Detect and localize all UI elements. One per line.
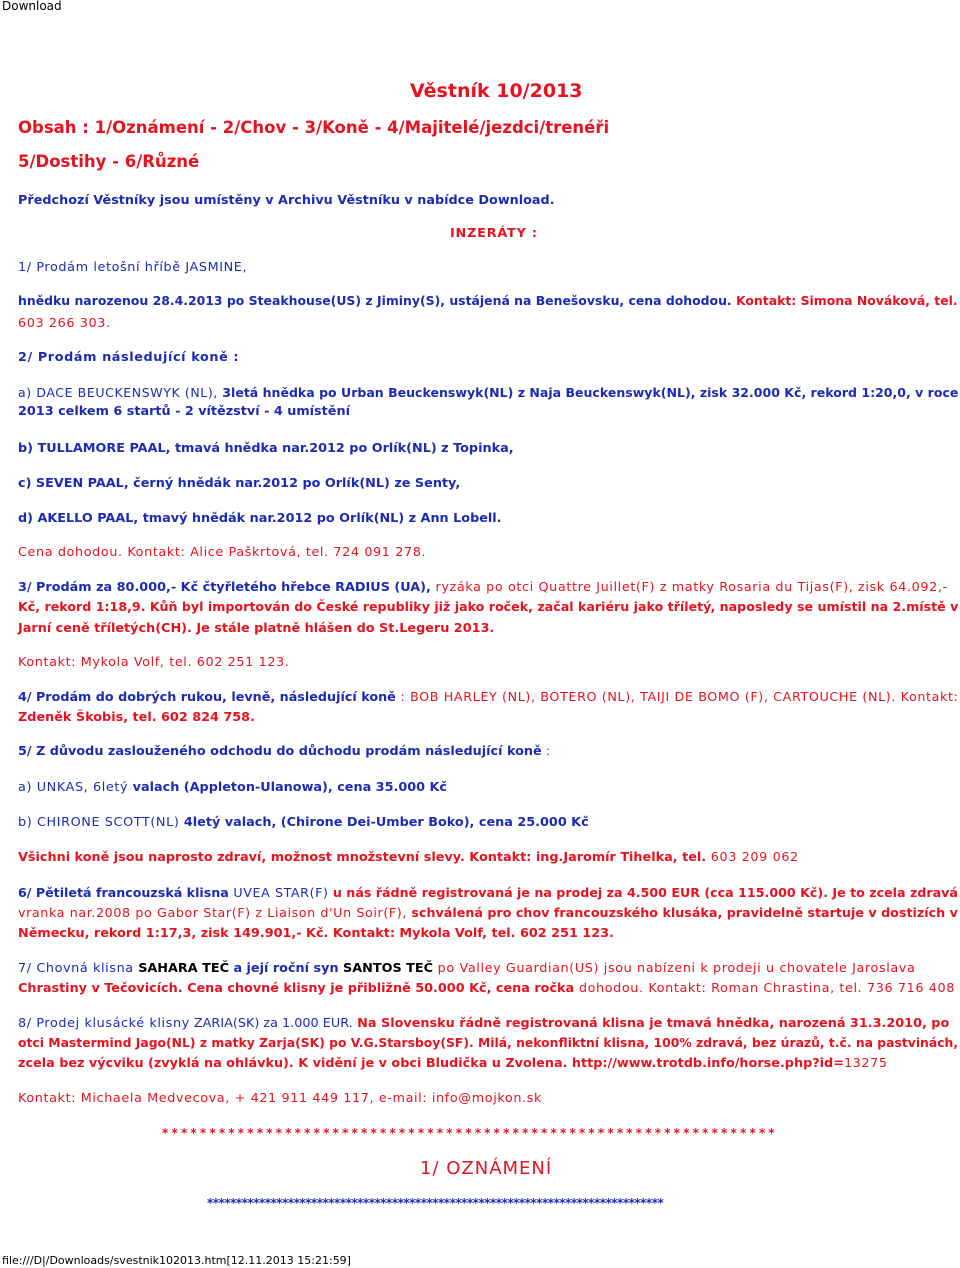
ad2-contact: Cena dohodou. Kontakt: Alice Paškrtová, tel. 724 091 278. — [18, 545, 427, 560]
ad5-item-a-details: valach (Appleton-Ulanowa), cena 35.000 Kč — [128, 780, 448, 795]
ad3-offer: 3/ Prodám za 80.000,- Kč čtyřletého hřebce RADIUS (UA), — [18, 580, 431, 595]
ad2-item-a-name: a) DACE BEUCKENSWYK (NL), — [18, 386, 218, 401]
ad7-contact: dohodou. Kontakt: Roman Chrastina, tel. 736 716 408 — [574, 981, 956, 996]
ad2-item-b: b) TULLAMORE PAAL, tmavá hnědka nar.2012 po Orlík(NL) z Topinka, — [18, 441, 514, 456]
archive-note: Předchozí Věstníky jsou umístěny v Archivu Věstníku v nabídce Download. — [18, 193, 555, 208]
ad4-contact: Zdeněk Škobis, tel. 602 824 758. — [18, 710, 255, 725]
ad1-line-2 — [18, 294, 958, 309]
ad8-line-3 — [18, 1056, 888, 1071]
ad3-line-2: Kč, rekord 1:18,9. Kůň byl importován do České republiky již jako roček, začal kariéru jako tříletý, naposledy se umístil na 2.místě v — [18, 600, 959, 615]
ad8-horse-id: 13275 — [843, 1056, 888, 1071]
ad5-item-a-name: a) UNKAS, 6letý — [18, 780, 129, 795]
ad2-item-d: d) AKELLO PAAL, tmavý hnědák nar.2012 po Orlík(NL) z Ann Lobell. — [18, 511, 502, 526]
ad8-line-2: otci Mastermind Jago(NL) z matky Zarja(SK) po V.G.Starsboy(SF). Milá, nekonfliktní klisna, 100% zdravá, bez úrazů, t.č. na pastvinách, — [18, 1036, 959, 1051]
ad8-horse: ZARIA(SK) za 1.000 EUR. — [189, 1016, 353, 1031]
ad2-item-c: c) SEVEN PAAL, černý hnědák nar.2012 po Orlík(NL) ze Senty, — [18, 476, 461, 491]
footer-path: file:///D|/Downloads/svestnik102013.htm[12.11.2013 15:21:59] — [2, 1254, 351, 1267]
ad2-item-a-line-2: 2013 celkem 6 startů - 2 vítězství - 4 umístění — [18, 404, 350, 419]
ad5-item-a — [18, 780, 447, 795]
ad7-mare-name: SAHARA TEČ — [133, 961, 229, 976]
ad6-price: u nás řádně registrovaná je na prodej za 4.500 EUR (cca 115.000 Kč). Je to zcela zdravá — [328, 886, 958, 901]
ad3-line-1 — [18, 580, 948, 595]
ad5-contact-text: Všichni koně jsou naprosto zdraví, možnost množstevní slevy. Kontakt: ing.Jaromír Tihelka, tel. — [18, 850, 707, 865]
ads-heading: INZERÁTY : — [450, 226, 538, 241]
ad5-item-b — [18, 815, 589, 830]
page-title: Věstník 10/2013 — [410, 80, 583, 102]
ad5-heading — [18, 744, 550, 759]
ad8-contact: Kontakt: Michaela Medvecova, + 421 911 449 117, e-mail: info@mojkon.sk — [18, 1091, 542, 1106]
contents-line-1: Obsah : 1/Oznámení - 2/Chov - 3/Koně - 4/Majitelé/jezdci/trenéři — [18, 118, 610, 137]
ad6-intro: 6/ Pětiletá francouzská klisna — [18, 886, 229, 901]
ad8-details: Na Slovensku řádně registrovaná klisna je tmavá hnědka, narozená 31.3.2010, po — [352, 1016, 950, 1031]
ad1-title: 1/ Prodám letošní hříbě JASMINE, — [18, 260, 248, 275]
ad7-connector: a její roční syn — [229, 961, 339, 976]
ad6-pedigree: vranka nar.2008 po Gabor Star(F) z Liaison d'Un Soir(F), — [18, 906, 407, 921]
ad8-viewing[interactable]: zcela bez výcviku (zvyklá na ohlávku). K vidění je v obci Bludička u Zvolena. http://www.trotdb.info/horse.php?id= — [18, 1056, 844, 1071]
ad7-intro: 7/ Chovná klisna — [18, 961, 134, 976]
section-title: 1/ OZNÁMENÍ — [420, 1158, 553, 1179]
ad4-horses: : BOB HARLEY (NL), BOTERO (NL), TAIJI DE BOMO (F), CARTOUCHE (NL). Kontakt: — [395, 690, 959, 705]
download-link[interactable]: Download — [2, 0, 62, 13]
ad3-details: ryzáka po otci Quattre Juillet(F) z matky Rosaria du Tijas(F), zisk 64.092,- — [430, 580, 948, 595]
ad2-item-a-line-1 — [18, 386, 958, 401]
ad7-details: po Valley Guardian(US) jsou nabízeni k prodeji u chovatele Jaroslava — [433, 961, 916, 976]
ad6-line-1 — [18, 886, 958, 901]
ad5-item-b-name: b) CHIRONE SCOTT(NL) — [18, 815, 180, 830]
ad2-item-a-details: 3letá hnědka po Urban Beuckenswyk(NL) z Naja Beuckenswyk(NL), zisk 32.000 Kč, rekord 1:20,0, v roce — [217, 386, 959, 401]
ad6-horse-name: UVEA STAR(F) — [228, 886, 329, 901]
separator-bottom: ******************************************************************************* — [207, 1196, 664, 1210]
ad4-offer: 4/ Prodám do dobrých rukou, levně, následující koně — [18, 690, 396, 705]
ad6-line-2 — [18, 906, 958, 921]
ad7-line-2 — [18, 981, 955, 996]
contents-line-2: 5/Dostihy - 6/Různé — [18, 152, 200, 171]
ad7-line-1 — [18, 961, 915, 976]
ad6-line-3: Německu, rekord 1:17,3, zisk 149.901,- Kč. Kontakt: Mykola Volf, tel. 602 251 123. — [18, 926, 614, 941]
ad4-line-1 — [18, 690, 959, 705]
ad5-item-b-details: 4letý valach, (Chirone Dei-Umber Boko), cena 25.000 Kč — [179, 815, 589, 830]
ad6-breeding: schválená pro chov francouzského klusáka, pravidelně startuje v dostizích v — [406, 906, 958, 921]
ad8-line-1 — [18, 1016, 949, 1031]
ad7-price: Chrastiny v Tečovicích. Cena chovné klisny je přibližně 50.000 Kč, cena ročka — [18, 981, 575, 996]
ad3-contact: Kontakt: Mykola Volf, tel. 602 251 123. — [18, 655, 290, 670]
ad1-description: hnědku narozenou 28.4.2013 po Steakhouse(US) z Jiminy(S), ustájená na Benešovsku, cena dohodou. — [18, 294, 732, 309]
ad2-heading: 2/ Prodám následující koně : — [18, 350, 240, 365]
ad5-heading-text: 5/ Z důvodu zaslouženého odchodu do důchodu prodám následující koně — [18, 744, 542, 759]
ad1-contact: Kontakt: Simona Nováková, tel. — [731, 294, 958, 309]
separator-top: ***************************************************************** — [162, 1126, 778, 1140]
ad1-phone: 603 266 303. — [18, 316, 111, 331]
ad5-contact-phone: 603 209 062 — [706, 850, 799, 865]
ad3-line-3: Jarní ceně tříletých(CH). Je stále platně hlášen do St.Legeru 2013. — [18, 621, 495, 636]
ad7-foal-name: SANTOS TEČ — [338, 961, 433, 976]
ad5-contact — [18, 850, 799, 865]
ad8-intro: 8/ Prodej klusácké klisny — [18, 1016, 190, 1031]
ad5-heading-colon: : — [541, 744, 551, 759]
